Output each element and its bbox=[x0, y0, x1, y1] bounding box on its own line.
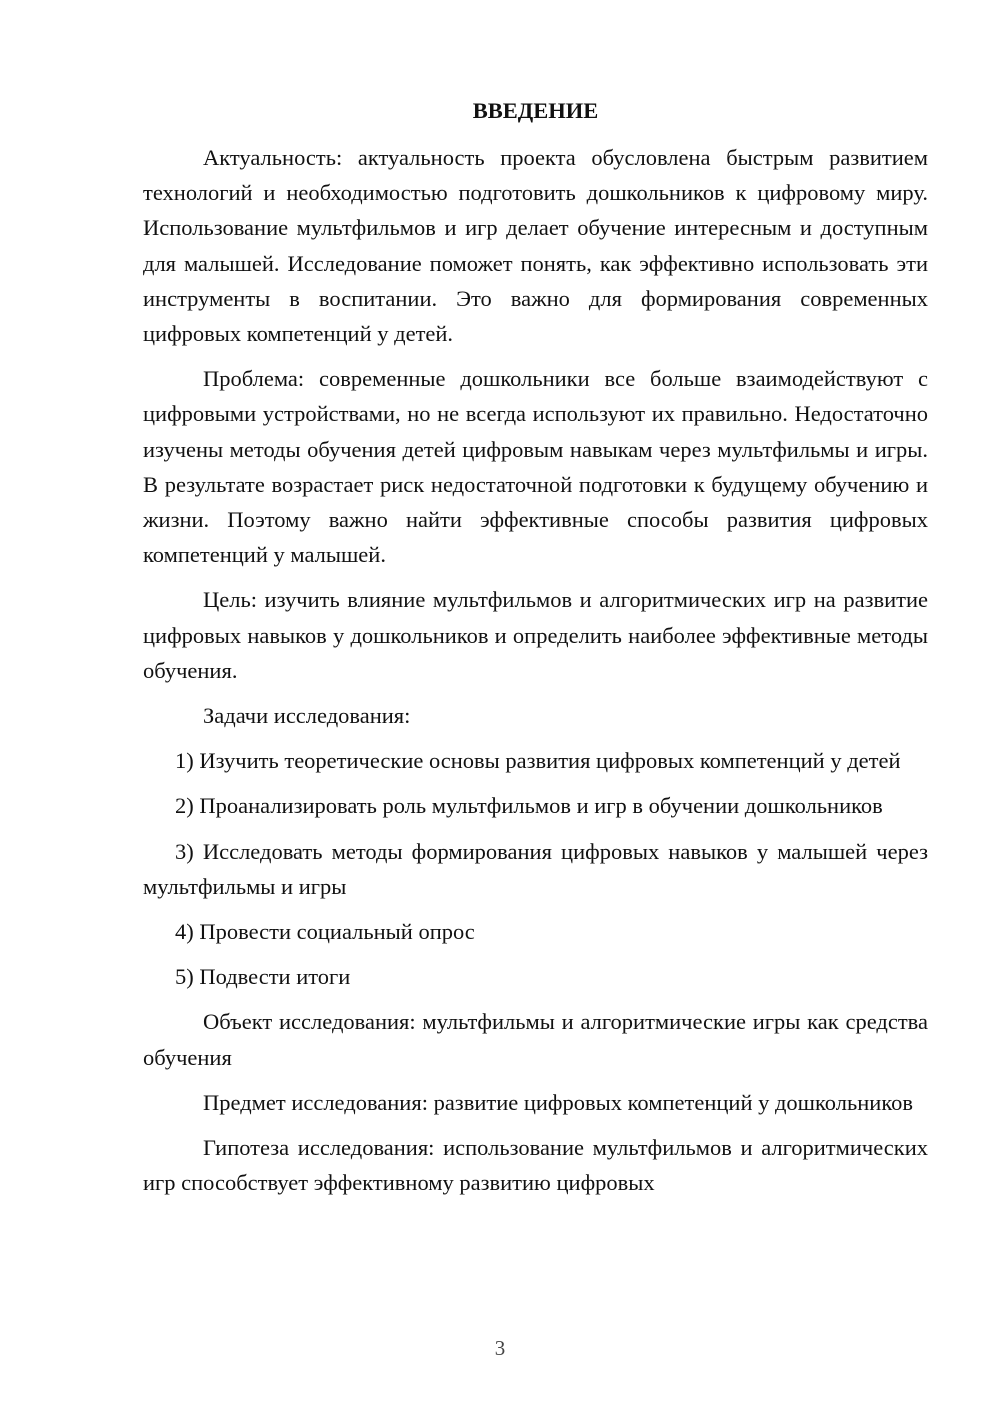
paragraph-object: Объект исследования: мультфильмы и алгоритмические игры как средства обучения bbox=[143, 1009, 928, 1070]
paragraph-problem: Проблема: современные дошкольники все больше взаимодействуют с цифровыми устройствами, но не всегда используют их правильно. Недостаточно изучены методы обучения детей цифровым навыкам через мультфильмы и игры. В результате возрастает риск недостаточной подготовки к будущему обучению и жизни. Поэтому важно найти эффективные способы развития цифровых компетенций у малышей. bbox=[143, 366, 928, 568]
task-item: 1) Изучить теоретические основы развития цифровых компетенций у детей bbox=[175, 748, 901, 774]
tasks-heading: Задачи исследования: bbox=[203, 703, 411, 729]
task-item: 4) Провести социальный опрос bbox=[175, 919, 475, 945]
page-content bbox=[143, 96, 928, 1210]
task-item: 2) Проанализировать роль мультфильмов и игр в обучении дошкольников bbox=[175, 793, 883, 819]
paragraph-hypothesis: Гипотеза исследования: использование мультфильмов и алгоритмических игр способствует эффективному развитию цифровых bbox=[143, 1135, 928, 1196]
paragraph-goal: Цель: изучить влияние мультфильмов и алгоритмических игр на развитие цифровых навыков у дошкольников и определить наиболее эффективные методы обучения. bbox=[143, 587, 928, 683]
task-item: 5) Подвести итоги bbox=[175, 964, 351, 990]
section-title: ВВЕДЕНИЕ bbox=[472, 98, 599, 123]
paragraph-subject: Предмет исследования: развитие цифровых компетенций у дошкольников bbox=[203, 1089, 913, 1115]
task-item: 3) Исследовать методы формирования цифровых навыков у малышей через мультфильмы и игры bbox=[143, 838, 928, 899]
page-number: 3 bbox=[494, 1336, 506, 1360]
paragraph-relevance: Актуальность: актуальность проекта обусловлена быстрым развитием технологий и необходимостью подготовить дошкольников к цифровому миру. Использование мультфильмов и игр делает обучение интересным и доступным для малышей. Исследование поможет понять, как эффективно использовать эти инструменты в воспитании. Это важно для формирования современных цифровых компетенций у детей. bbox=[143, 145, 928, 347]
